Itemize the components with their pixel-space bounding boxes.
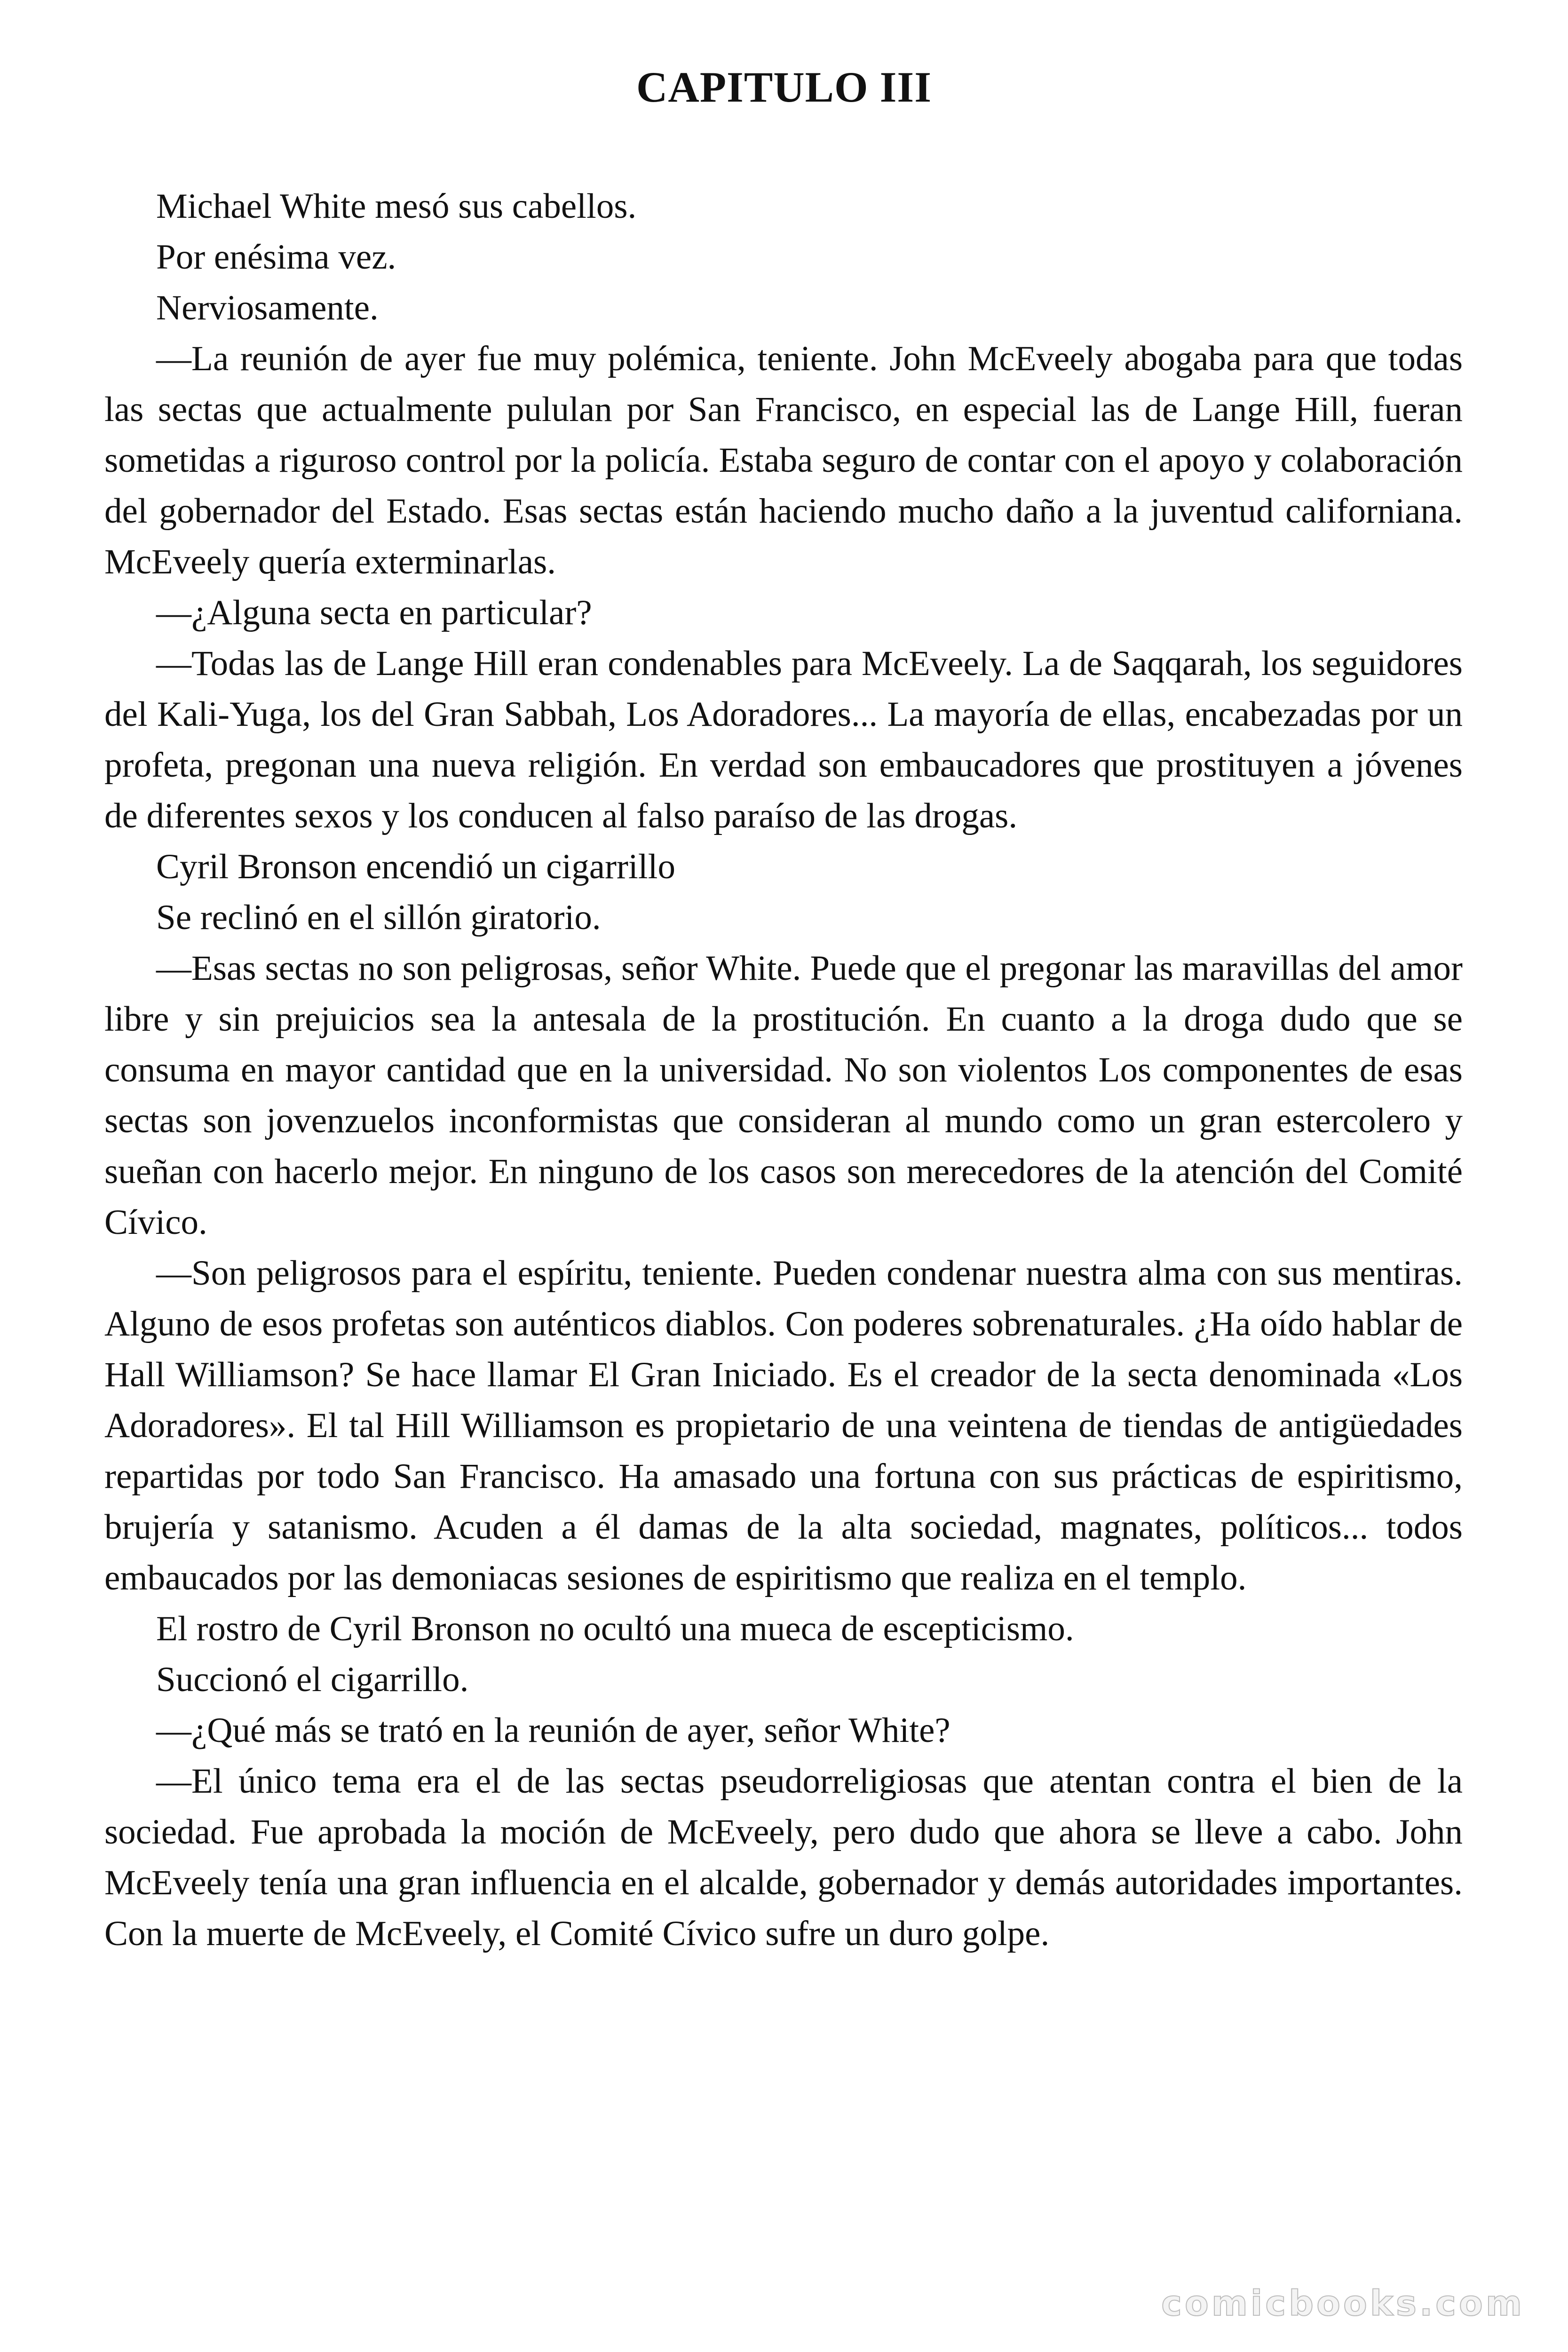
- paragraph: —Son peligrosos para el espíritu, teniente. Pueden condenar nuestra alma con sus mentiras. Alguno de esos profetas son auténticos diablos. Con poderes sobrenaturales. ¿Ha oído hablar de Hall Williamson? Se hace llamar El Gran Iniciado. Es el creador de la secta denominada «Los Adoradores». El tal Hill Williamson es propietario de una veintena de tiendas de antigüedades repartidas por todo San Francisco. Ha amasado una fortuna con sus prácticas de espiritismo, brujería y satanismo. Acuden a él damas de la alta sociedad, magnates, políticos... todos embaucados por las demoniacas sesiones de espiritismo que realiza en el templo.: [104, 1254, 1463, 1597]
- chapter-title: CAPITULO III: [636, 63, 932, 111]
- paragraph: —¿Qué más se trató en la reunión de ayer, señor White?: [156, 1711, 950, 1750]
- paragraph: Por enésima vez.: [156, 238, 396, 277]
- paragraph: El rostro de Cyril Bronson no ocultó una mueca de escepticismo.: [156, 1609, 1074, 1648]
- paragraph: —Esas sectas no son peligrosas, señor White. Puede que el pregonar las maravillas del amor libre y sin prejuicios sea la antesala de la prostitución. En cuanto a la droga dudo que se consuma en mayor cantidad que en la universidad. No son violentos Los componentes de esas sectas son jovenzuelos inconformistas que consideran al mundo como un gran estercolero y sueñan con hacerlo mejor. En ninguno de los casos son merecedores de la atención del Comité Cívico.: [104, 949, 1463, 1242]
- paragraph: Se reclinó en el sillón giratorio.: [156, 898, 601, 937]
- paragraph: —La reunión de ayer fue muy polémica, teniente. John McEveely abogaba para que todas las sectas que actualmente pululan por San Francisco, en especial las de Lange Hill, fueran sometidas a riguroso control por la policía. Estaba seguro de contar con el apoyo y colaboración del gobernador del Estado. Esas sectas están haciendo mucho daño a la juventud californiana. McEveely quería exterminarlas.: [104, 339, 1463, 581]
- paragraph: —El único tema era el de las sectas pseudorreligiosas que atentan contra el bien de la sociedad. Fue aprobada la moción de McEveely, pero dudo que ahora se lleve a cabo. John McEveely tenía una gran influencia en el alcalde, gobernador y demás autoridades importantes. Con la muerte de McEveely, el Comité Cívico sufre un duro golpe.: [104, 1762, 1463, 1953]
- paragraph: —¿Alguna secta en particular?: [156, 593, 592, 632]
- watermark: comicbooks.com: [1161, 2283, 1525, 2324]
- paragraph: Succionó el cigarrillo.: [156, 1660, 469, 1699]
- paragraph: Michael White mesó sus cabellos.: [156, 187, 637, 226]
- paragraph: —Todas las de Lange Hill eran condenables para McEveely. La de Saqqarah, los seguidores del Kali-Yuga, los del Gran Sabbah, Los Adoradores... La mayoría de ellas, encabezadas por un profeta, pregonan una nueva religión. En verdad son embaucadores que prostituyen a jóvenes de diferentes sexos y los conducen al falso paraíso de las drogas.: [104, 644, 1463, 835]
- paragraph: Cyril Bronson encendió un cigarrillo: [156, 847, 675, 886]
- paragraph: Nerviosamente.: [156, 288, 379, 327]
- body-text: [104, 181, 1463, 1959]
